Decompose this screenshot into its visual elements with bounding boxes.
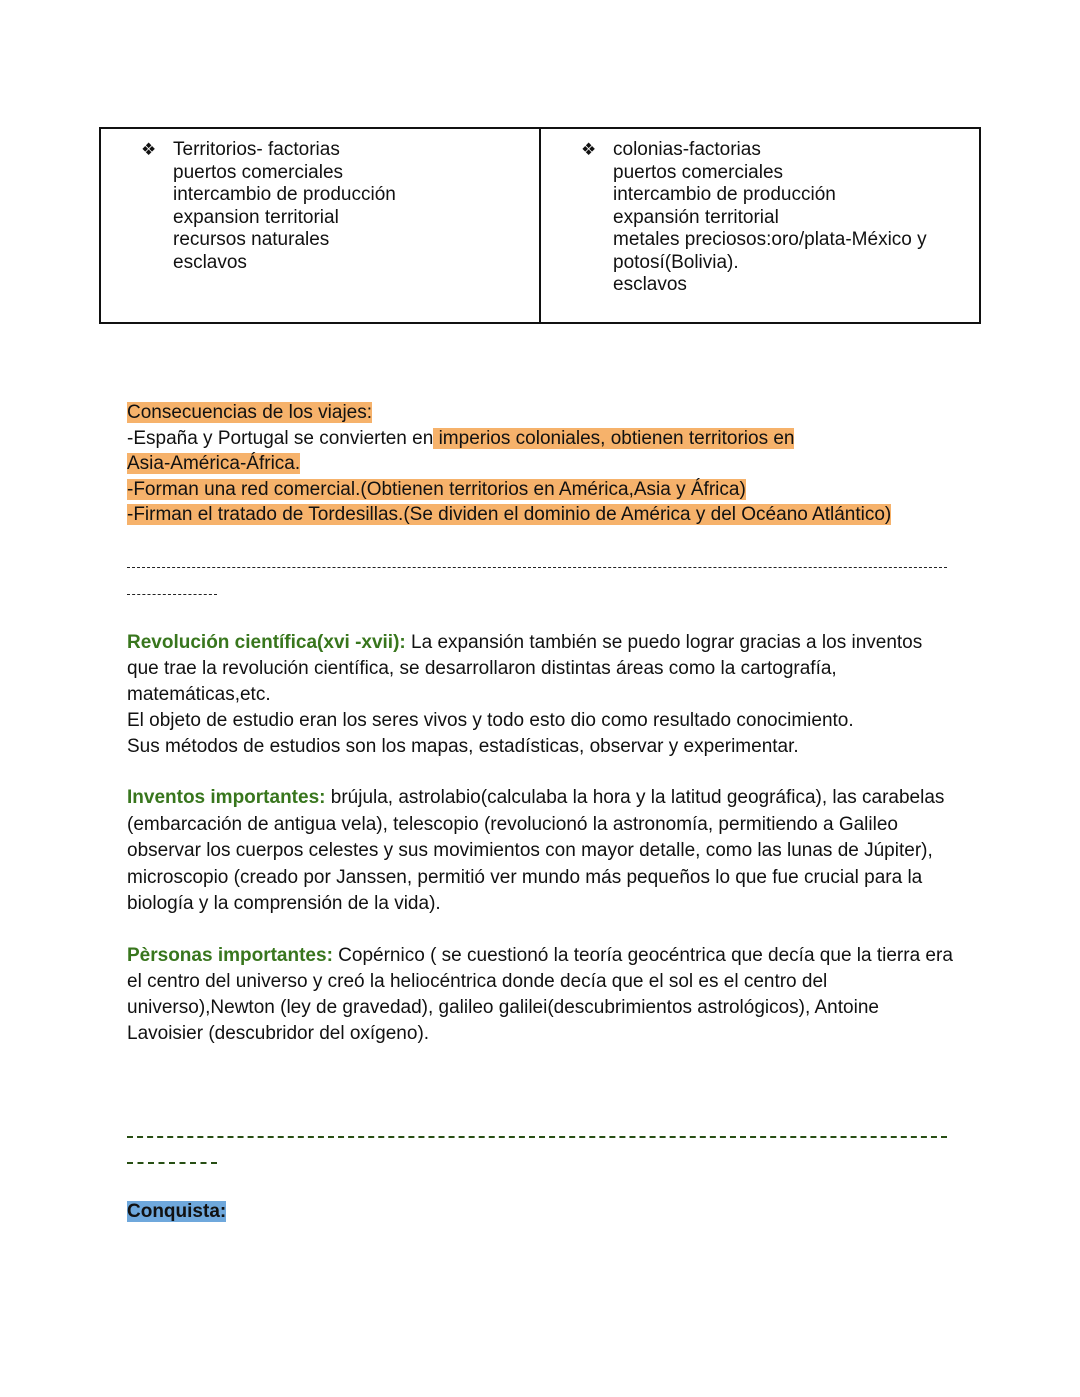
comparison-table — [99, 127, 981, 324]
diamond-bullet-icon: ❖ — [581, 140, 597, 159]
left-list — [101, 129, 539, 274]
inventos-text: brújula, astrolabio(calculaba la hora y la latitud geográfica), las carabelas (embarcación de antigua vela), telescopio (revolucionó la astronomía, permitiendo a Galileo observar los cuerpos celestes y sus movimientos con mayor detalle, como las lunas de Júpiter), microscopio (creado por Janssen, permitió ver mundo más pequeños lo que fue crucial para la biología y la comprensión de la vida). — [127, 787, 945, 914]
list-item: recursos naturales — [173, 229, 330, 250]
revolucion-text-3: Sus métodos de estudios son los mapas, estadísticas, observar y experimentar. — [127, 736, 799, 757]
separator-line-green — [127, 1136, 947, 1138]
right-list — [541, 129, 979, 297]
table-cell-right — [540, 128, 980, 323]
consecuencias-title: Consecuencias de los viajes: — [127, 402, 373, 423]
list-item: esclavos — [173, 251, 247, 273]
revolucion-text-2: El objeto de estudio eran los seres vivos y todo esto dio como resultado conocimiento. — [127, 710, 854, 731]
revolucion-paragraph: Revolución científica(xvi -xvii): La expansión también se puedo lograr gracias a los inventos que trae la revolución científica, se desarrollaron distintas áreas como la cartografía, matemáticas,etc. — [127, 632, 923, 705]
list-item: intercambio de producción — [613, 184, 836, 205]
personas-text: Copérnico ( se cuestionó la teoría geocéntrica que decía que la tierra era el centro del universo y creó la heliocéntrica donde decía que el sol es el centro del universo),Newton (ley de gravedad), galileo galilei(descubrimientos astrológicos), Antoine Lavoisier (descubridor del oxígeno). — [127, 945, 953, 1044]
list-item: esclavos — [613, 274, 687, 295]
list-item: intercambio de producción — [173, 184, 396, 205]
consecuencias-line-2: Asia-América-África. — [127, 453, 301, 475]
table-row — [100, 128, 980, 323]
conquista-heading: Conquista: — [127, 1201, 227, 1222]
separator-line — [127, 567, 947, 568]
list-item: puertos comerciales — [173, 161, 344, 183]
consecuencias-line-4: -Firman el tratado de Tordesillas.(Se dividen el dominio de América y del Océano Atlántico) — [127, 504, 892, 526]
list-item: puertos comerciales — [613, 161, 784, 183]
consecuencias-section — [127, 400, 957, 528]
separator-line-short — [127, 594, 217, 595]
revolucion-section — [127, 630, 957, 760]
separator-line-short-green — [127, 1162, 217, 1164]
personas-title: Pèrsonas importantes: — [127, 945, 333, 966]
list-item: metales preciosos:oro/plata-México y potosí(Bolivia). — [613, 229, 927, 273]
list-item: colonias-factorias — [613, 139, 761, 160]
inventos-title: Inventos importantes: — [127, 787, 326, 808]
revolucion-title: Revolución científica(xvi -xvii): — [127, 632, 406, 653]
table-cell-left — [100, 128, 540, 323]
list-item: expansion territorial — [173, 206, 339, 228]
diamond-bullet-icon: ❖ — [141, 140, 157, 159]
consecuencias-line-3: -Forman una red comercial.(Obtienen territorios en América,Asia y África) — [127, 478, 746, 500]
consecuencias-line-1: -España y Portugal se convierten en imperios coloniales, obtienen territorios en — [127, 427, 795, 449]
list-item: Territorios- factorias — [173, 139, 340, 160]
list-item: expansión territorial — [613, 206, 779, 228]
inventos-section — [127, 785, 957, 918]
personas-section — [127, 943, 957, 1047]
